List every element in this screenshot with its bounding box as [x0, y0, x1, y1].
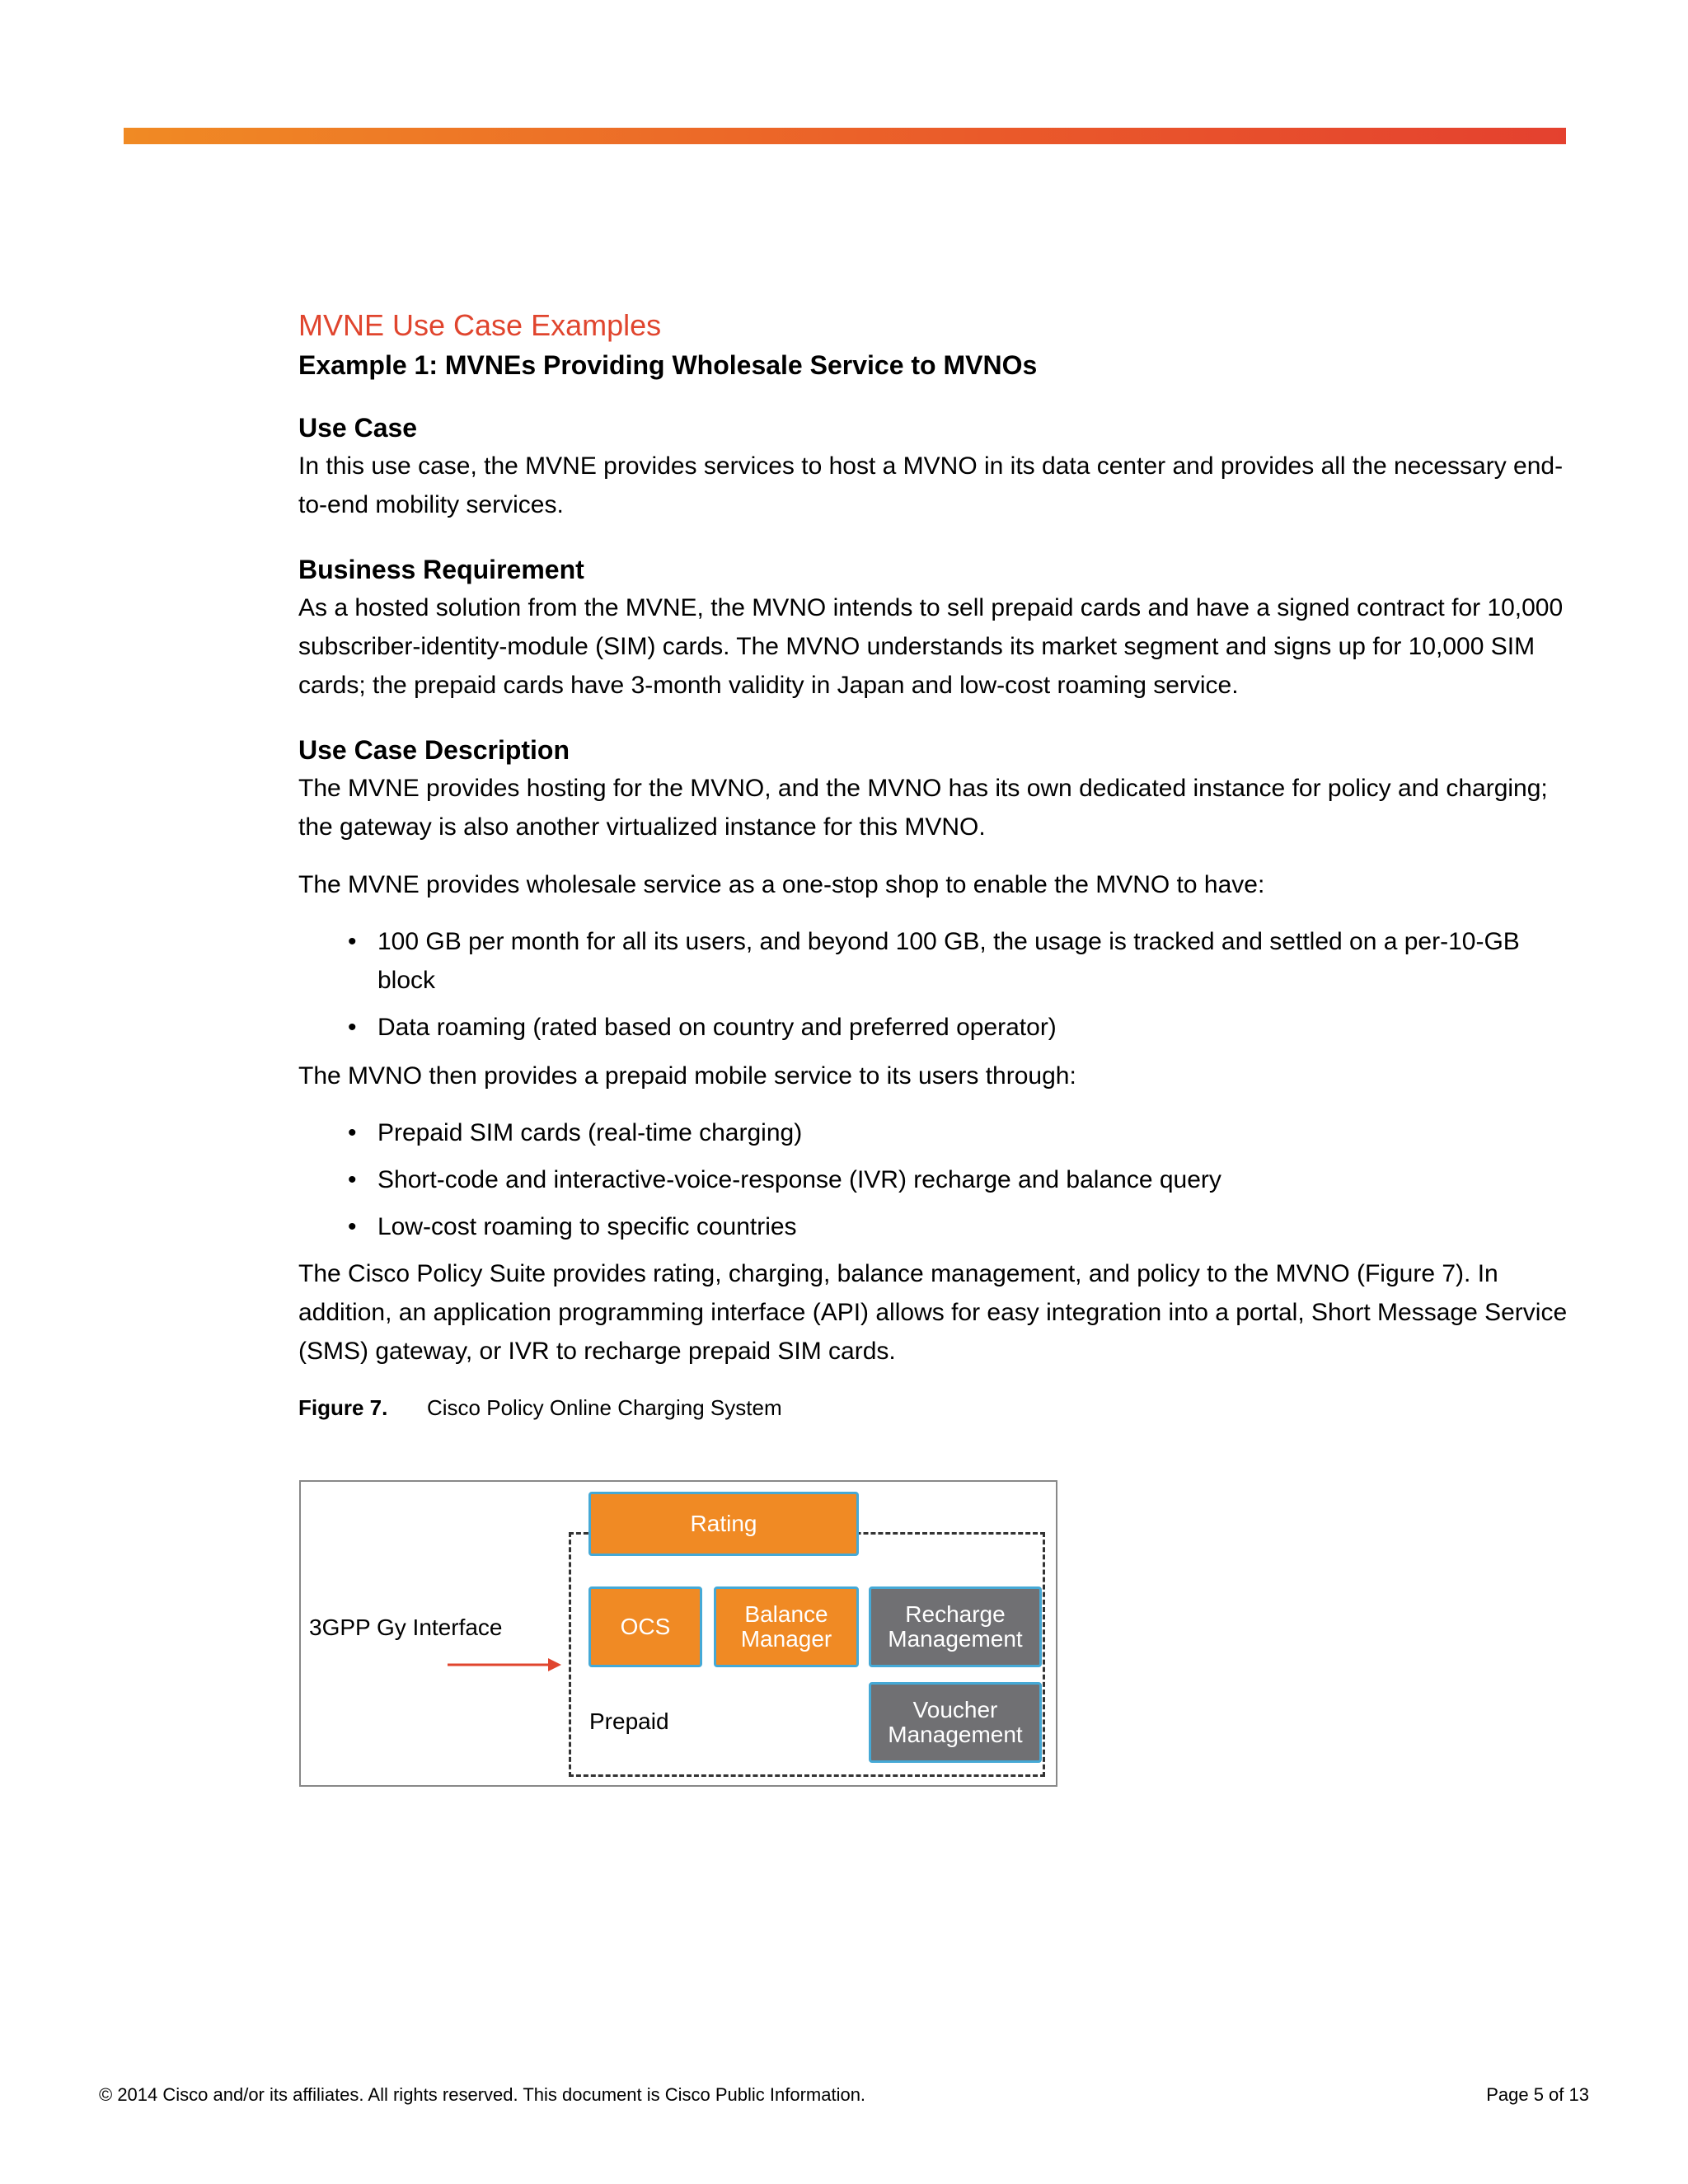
- voucher-management-box: [869, 1682, 1042, 1763]
- prepaid-label: Prepaid: [589, 1708, 669, 1734]
- figure-label: Figure 7.: [298, 1395, 388, 1420]
- list-item: [298, 1207, 1568, 1246]
- list-item-text: 100 GB per month for all its users, and beyond 100 GB, the usage is tracked and settled on a per-10-GB block: [377, 928, 1520, 994]
- list-item-text: Short-code and interactive-voice-response (IVR) recharge and balance query: [377, 1166, 1221, 1193]
- use-case-text: In this use case, the MVNE provides services to host a MVNO in its data center and provides all the necessary end-to-end mobility services.: [298, 452, 1564, 518]
- description-paragraph-4: The Cisco Policy Suite provides rating, charging, balance management, and policy to the MVNO (Figure 7). In addition, an application programming interface (API) allows for easy integration into a portal, Short Message Service (SMS) gateway, or IVR to recharge prepaid SIM cards.: [298, 1260, 1568, 1365]
- description-paragraph-3: The MVNO then provides a prepaid mobile service to its users through:: [298, 1062, 1076, 1090]
- rating-box: [588, 1492, 859, 1556]
- ocs-diagram: [299, 1480, 1057, 1787]
- footer-copyright: © 2014 Cisco and/or its affiliates. All rights reserved. This document is Cisco Public Information.: [99, 2084, 866, 2105]
- description-paragraph-2: The MVNE provides wholesale service as a one-stop shop to enable the MVNO to have:: [298, 871, 1265, 898]
- bullet-icon: •: [348, 1014, 357, 1041]
- list-item-text: Data roaming (rated based on country and preferred operator): [377, 1014, 1057, 1041]
- list-item-text: Prepaid SIM cards (real-time charging): [377, 1119, 803, 1146]
- voucher-management-line-2: Management: [888, 1722, 1023, 1747]
- wholesale-bullet-list: [298, 922, 1568, 1047]
- balance-manager-line-1: Balance: [744, 1601, 828, 1627]
- use-case-description-heading: Use Case Description: [298, 735, 570, 765]
- business-requirement-heading: Business Requirement: [298, 555, 584, 584]
- header-accent-bar: [124, 128, 1566, 144]
- page-content: [298, 307, 1568, 1422]
- list-item: [298, 922, 1568, 1000]
- bullet-icon: •: [348, 1213, 357, 1240]
- section-title: MVNE Use Case Examples: [298, 308, 662, 342]
- list-item: [298, 1113, 1568, 1152]
- figure-caption-text: Cisco Policy Online Charging System: [427, 1395, 782, 1420]
- list-item-text: Low-cost roaming to specific countries: [377, 1213, 797, 1240]
- recharge-management-box: [869, 1586, 1042, 1667]
- arrow-right-icon: [448, 1655, 563, 1675]
- list-item: [298, 1008, 1568, 1047]
- voucher-management-line-1: Voucher: [912, 1697, 998, 1722]
- ocs-box: [588, 1586, 702, 1667]
- recharge-management-line-1: Recharge: [905, 1601, 1006, 1627]
- footer-page-number: Page 5 of 13: [1486, 2084, 1589, 2105]
- figure-caption: [298, 1394, 1568, 1422]
- bullet-icon: •: [348, 928, 357, 955]
- recharge-management-line-2: Management: [888, 1626, 1023, 1652]
- description-paragraph-1: The MVNE provides hosting for the MVNO, and the MVNO has its own dedicated instance for policy and charging; the gateway is also another virtualized instance for this MVNO.: [298, 775, 1548, 841]
- balance-manager-box: [714, 1586, 859, 1667]
- bullet-icon: •: [348, 1119, 357, 1146]
- prepaid-bullet-list: [298, 1113, 1568, 1246]
- ocs-label: OCS: [620, 1614, 671, 1639]
- bullet-icon: •: [348, 1166, 357, 1193]
- rating-label: Rating: [690, 1511, 757, 1536]
- business-requirement-text: As a hosted solution from the MVNE, the MVNO intends to sell prepaid cards and have a signed contract for 10,000 subscriber-identity-module (SIM) cards. The MVNO understands its market segment and signs up for 10,000 SIM cards; the prepaid cards have 3-month validity in Japan and low-cost roaming service.: [298, 594, 1564, 699]
- list-item: [298, 1160, 1568, 1199]
- gy-interface-label: 3GPP Gy Interface: [309, 1615, 503, 1640]
- balance-manager-line-2: Manager: [740, 1626, 832, 1652]
- example-title: Example 1: MVNEs Providing Wholesale Service to MVNOs: [298, 350, 1038, 380]
- use-case-heading: Use Case: [298, 413, 418, 443]
